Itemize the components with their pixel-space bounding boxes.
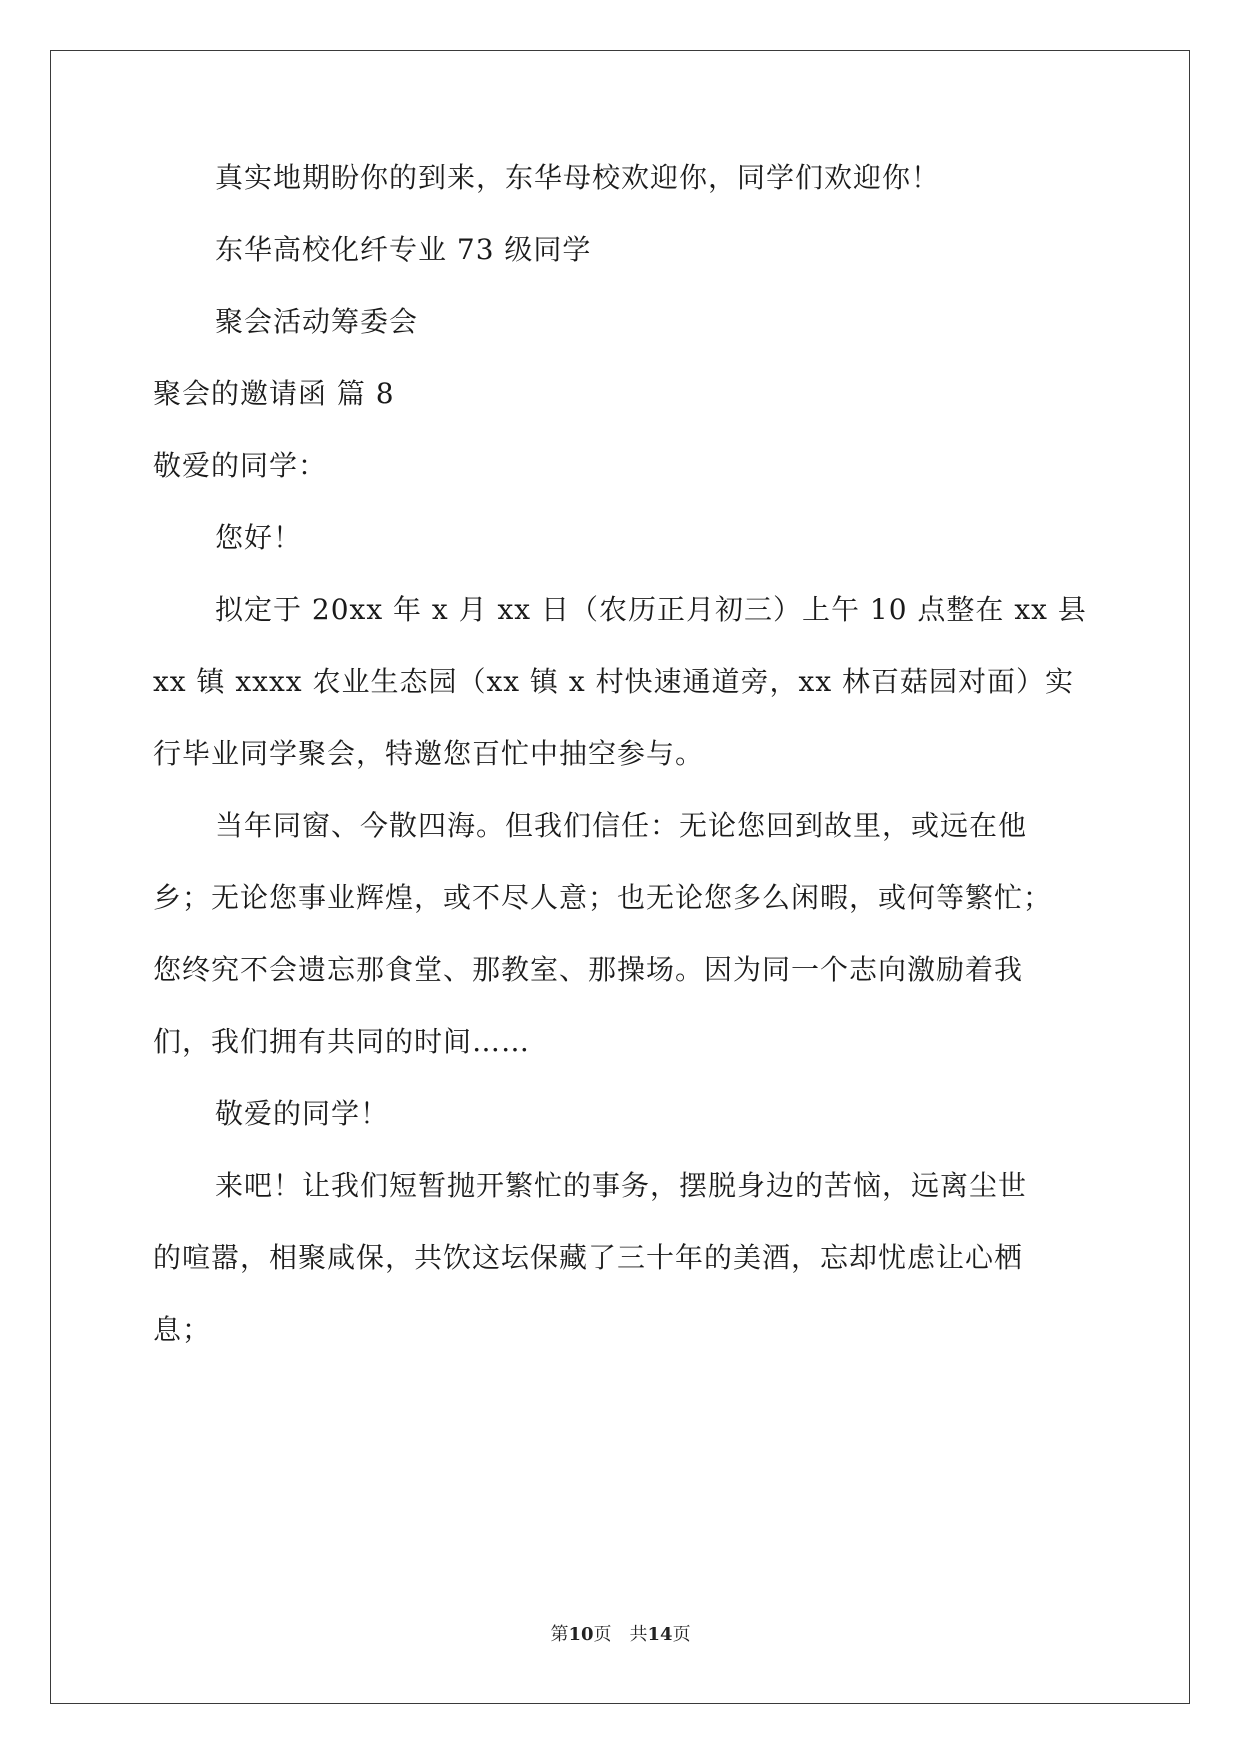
paragraph-line: 行毕业同学聚会，特邀您百忙中抽空参与。	[153, 737, 705, 770]
page-suffix: 页	[672, 1624, 691, 1645]
paragraph-line: 乡；无论您事业辉煌，或不尽人意；也无论您多么闲暇，或何等繁忙；	[153, 881, 1053, 914]
total-pages-number: 14	[647, 1624, 673, 1645]
paragraph-line: xx 镇 xxxx 农业生态园（xx 镇 x 村快速通道旁，xx 林百菇园对面）实	[153, 665, 1075, 698]
paragraph-line: 当年同窗、今散四海。但我们信任：无论您回到故里，或远在他	[215, 809, 1028, 842]
section-heading: 聚会的邀请函 篇 8	[153, 377, 395, 410]
paragraph-line: 来吧！让我们短暂抛开繁忙的事务，摆脱身边的苦恼，远离尘世	[215, 1169, 1028, 1202]
page-footer	[0, 1623, 1241, 1647]
paragraph-line: 您终究不会遗忘那食堂、那教室、那操场。因为同一个志向激励着我	[153, 953, 1024, 986]
page-prefix: 第	[550, 1624, 569, 1645]
current-page-number: 10	[568, 1624, 594, 1645]
paragraph-line: 息；	[153, 1313, 212, 1346]
paragraph-line: 的喧嚣，相聚咸保，共饮这坛保藏了三十年的美酒，忘却忧虑让心栖	[153, 1241, 1024, 1274]
paragraph-line: 真实地期盼你的到来，东华母校欢迎你，同学们欢迎你！	[215, 161, 941, 194]
paragraph-line: 聚会活动筹委会	[215, 305, 419, 338]
paragraph-line: 们，我们拥有共同的时间……	[153, 1025, 531, 1058]
greeting: 您好！	[215, 521, 303, 554]
paragraph-line: 东华高校化纤专业 73 级同学	[215, 233, 592, 266]
paragraph-line: 拟定于 20xx 年 x 月 xx 日（农历正月初三）上午 10 点整在 xx 县	[215, 593, 1087, 626]
salutation: 敬爱的同学：	[153, 449, 328, 482]
page-mid-label: 页 共	[593, 1624, 648, 1645]
page-border	[50, 50, 1190, 1704]
paragraph-line: 敬爱的同学！	[215, 1097, 390, 1130]
